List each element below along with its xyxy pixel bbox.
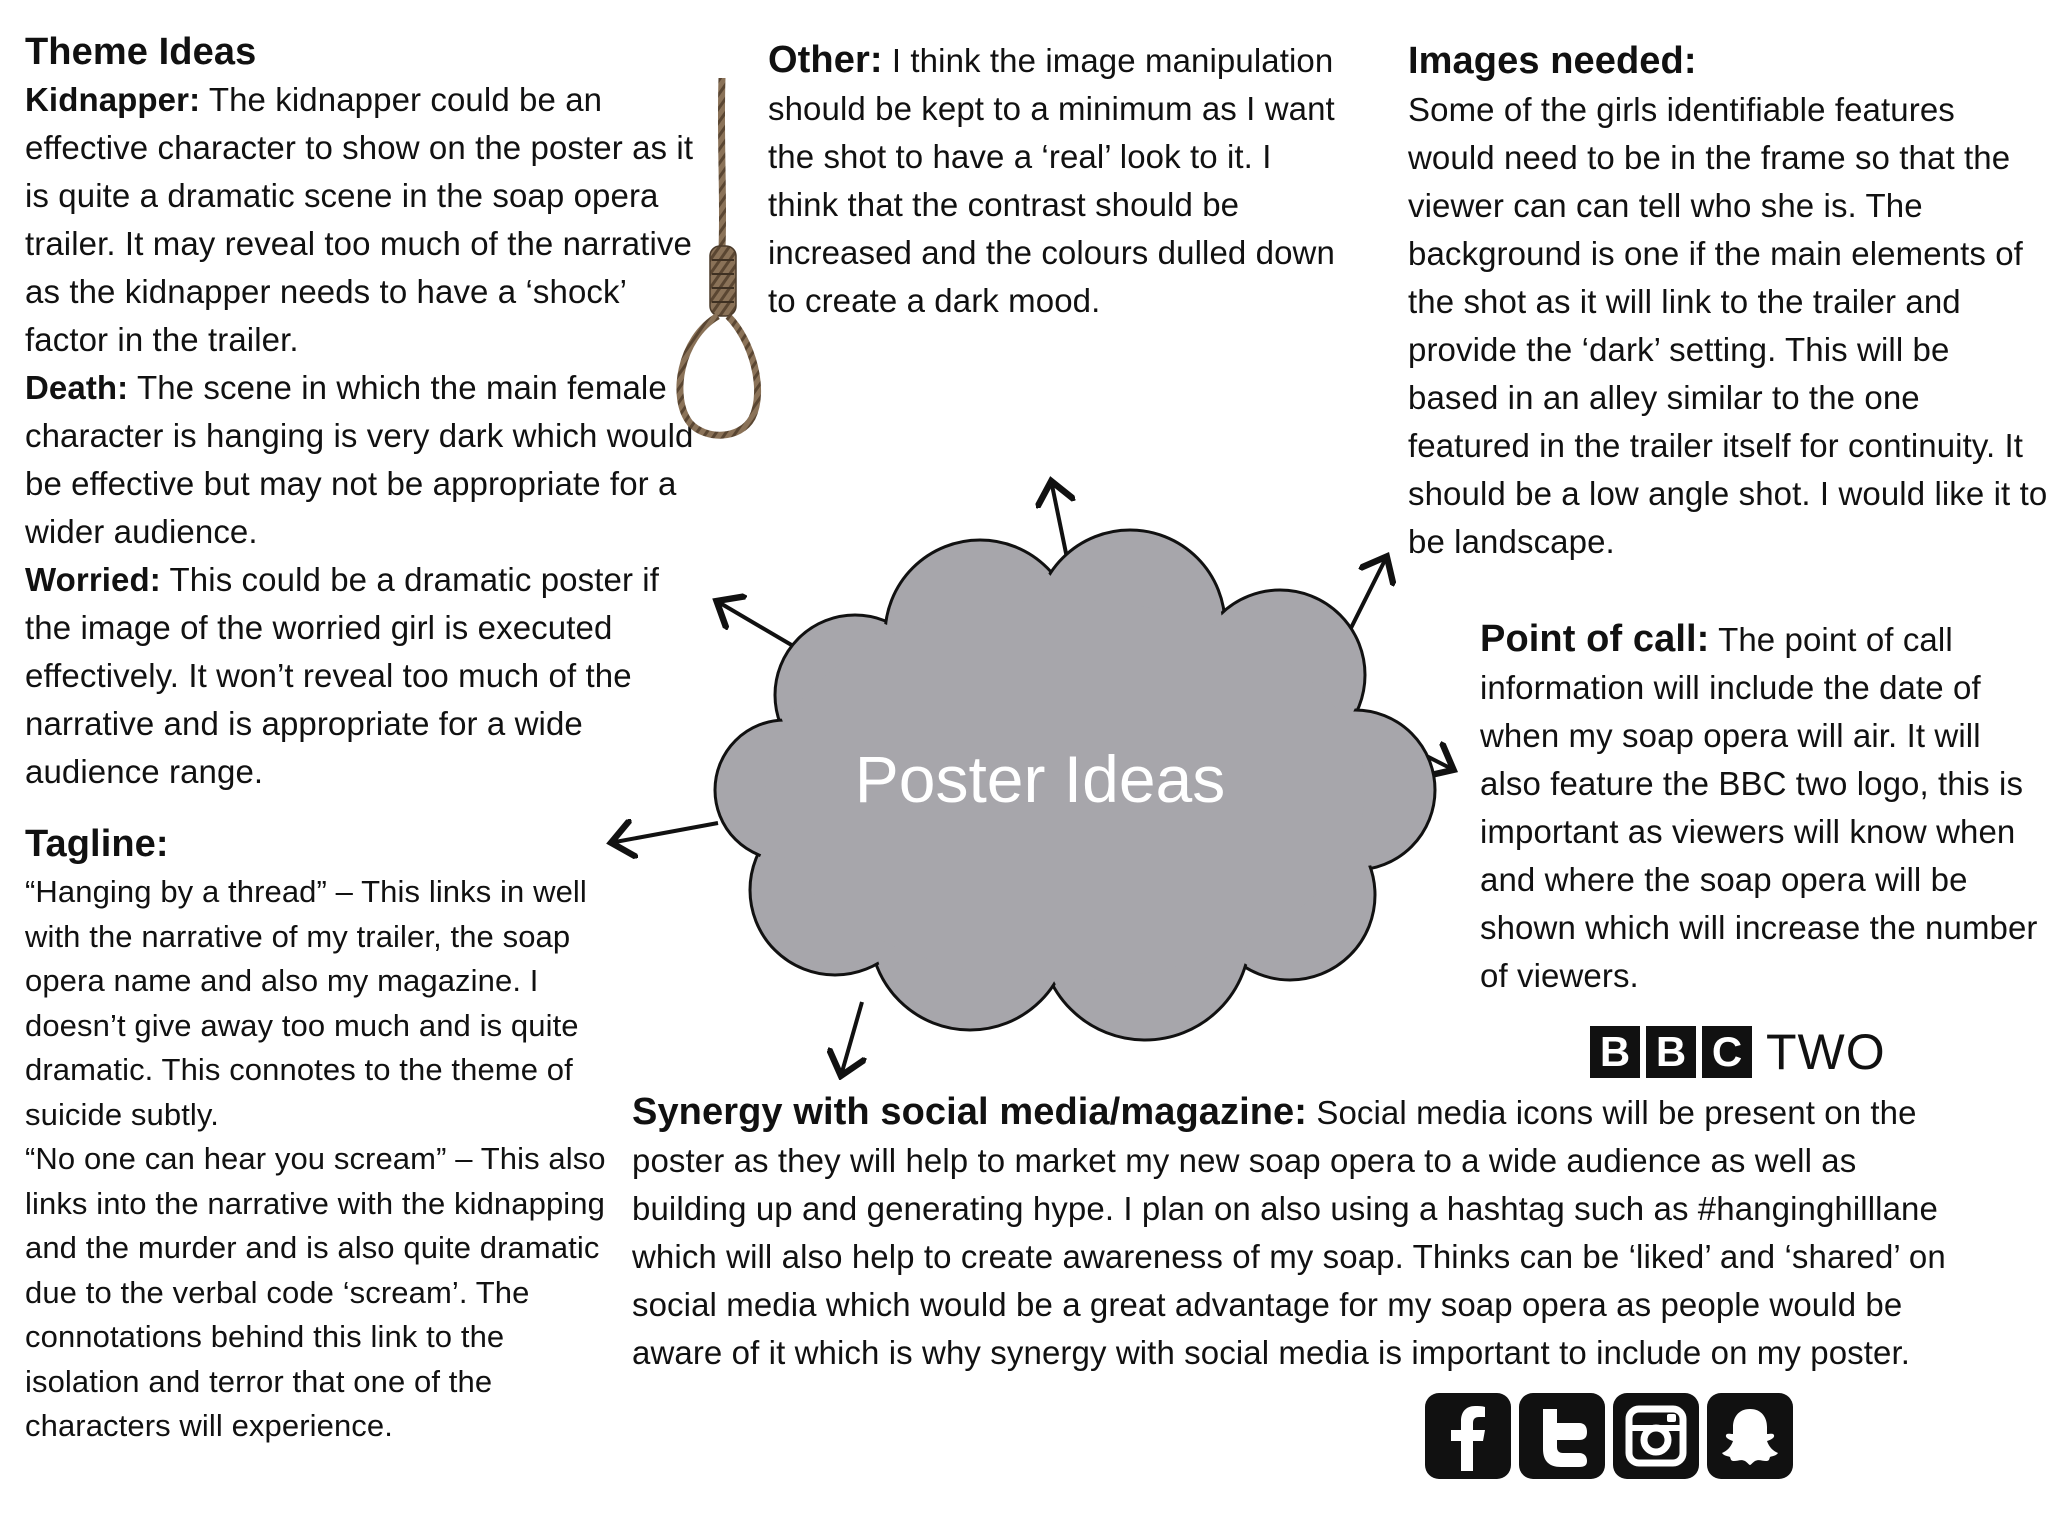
worried-title: Worried: <box>25 561 161 598</box>
kidnapper-title: Kidnapper: <box>25 81 201 118</box>
images-needed-text: Some of the girls identifiable features would need to be in the frame so that the viewer can can tell who she is. The background is one if the main elements of the shot as it will link to the trailer and provide the ‘dark’ setting. This will be based in an alley similar to the one featured in the trailer itself for continuity. It should be a low angle shot. I would like it to be landscape. <box>1408 91 2048 560</box>
tagline-heading: Tagline: <box>25 823 169 865</box>
theme-ideas-heading: Theme Ideas <box>25 31 257 73</box>
cloud-label: Poster Ideas <box>854 742 1226 816</box>
bbc-two-logo <box>1590 1024 1920 1080</box>
worried-text: This could be a dramatic poster if the image of the worried girl is executed effectively. It won’t reveal too much of the narrative and is appropriate for a wide audience range. <box>25 561 660 790</box>
poster-ideas-cloud <box>600 460 1480 1080</box>
images-needed-section <box>1408 36 2048 566</box>
snapchat-icon <box>1707 1393 1793 1479</box>
tagline-text-2: “No one can hear you scream” – This also links into the narrative with the kidnapping and the murder and is also quite dramatic due to the verbal code ‘scream’. The connotations behind this link to the isolation and terror that one of the characters will experience. <box>25 1141 606 1443</box>
point-of-call-title: Point of call: <box>1480 618 1710 660</box>
synergy-title: Synergy with social media/magazine: <box>632 1091 1308 1133</box>
arrow-left <box>615 823 718 842</box>
death-title: Death: <box>25 369 129 406</box>
twitter-icon <box>1519 1393 1605 1479</box>
synergy-paragraph <box>632 1088 1972 1377</box>
synergy-text: Social media icons will be present on the poster as they will help to market my new soap opera to a wide audience as well as building up and generating hype. I plan on also using a hashtag such as #hanginghilllane which will also help to create awareness of my soap. Thinks can be ‘liked’ and ‘shared’ on social media which would be a great advantage for my soap opera as people would be aware of it which is why synergy with social media is important to include on my poster. <box>632 1094 1946 1371</box>
instagram-icon <box>1613 1393 1699 1479</box>
point-of-call-text: The point of call information will include the date of when my soap opera will air. It will also feature the BBC two logo, this is important as viewers will know when and where the soap opera will be shown which will increase the number of viewers. <box>1480 621 2038 994</box>
arrow-down <box>842 1002 862 1072</box>
kidnapper-text: The kidnapper could be an effective character to show on the poster as it is quite a dramatic scene in the soap opera trailer. It may reveal too much of the narrative as the kidnapper needs to have a ‘shock’ factor in the trailer. <box>25 81 694 358</box>
bbc-letter-2: B <box>1646 1026 1696 1078</box>
kidnapper-paragraph <box>25 76 705 364</box>
other-text: I think the image manipulation should be kept to a minimum as I want the shot to have a ‘real’ look to it. I think that the contrast should be increased and the colours dulled down to create a dark mood. <box>768 42 1335 319</box>
synergy-section <box>632 1088 1972 1377</box>
arrow-up-left <box>720 603 800 650</box>
noose-icon <box>660 78 780 448</box>
other-paragraph <box>768 36 1348 325</box>
other-section <box>768 36 1348 325</box>
images-needed-heading: Images needed: <box>1408 40 1697 82</box>
bbc-letter-3: C <box>1702 1026 1752 1078</box>
other-title: Other: <box>768 39 883 81</box>
point-of-call-paragraph <box>1480 615 2040 1000</box>
bbc-letter-1: B <box>1590 1026 1640 1078</box>
tagline-section <box>25 818 625 1449</box>
facebook-icon <box>1425 1393 1511 1479</box>
social-icons-row <box>1425 1393 1795 1481</box>
bbc-two-word: TWO <box>1766 1024 1886 1080</box>
tagline-text-1: “Hanging by a thread” – This links in well with the narrative of my trailer, the soap opera name and also my magazine. I doesn’t give away too much and is quite dramatic. This connotes to the theme of suicide subtly. <box>25 874 587 1132</box>
death-text: The scene in which the main female character is hanging is very dark which would be effective but may not be appropriate for a wider audience. <box>25 369 694 550</box>
point-of-call-section <box>1480 615 2040 1000</box>
